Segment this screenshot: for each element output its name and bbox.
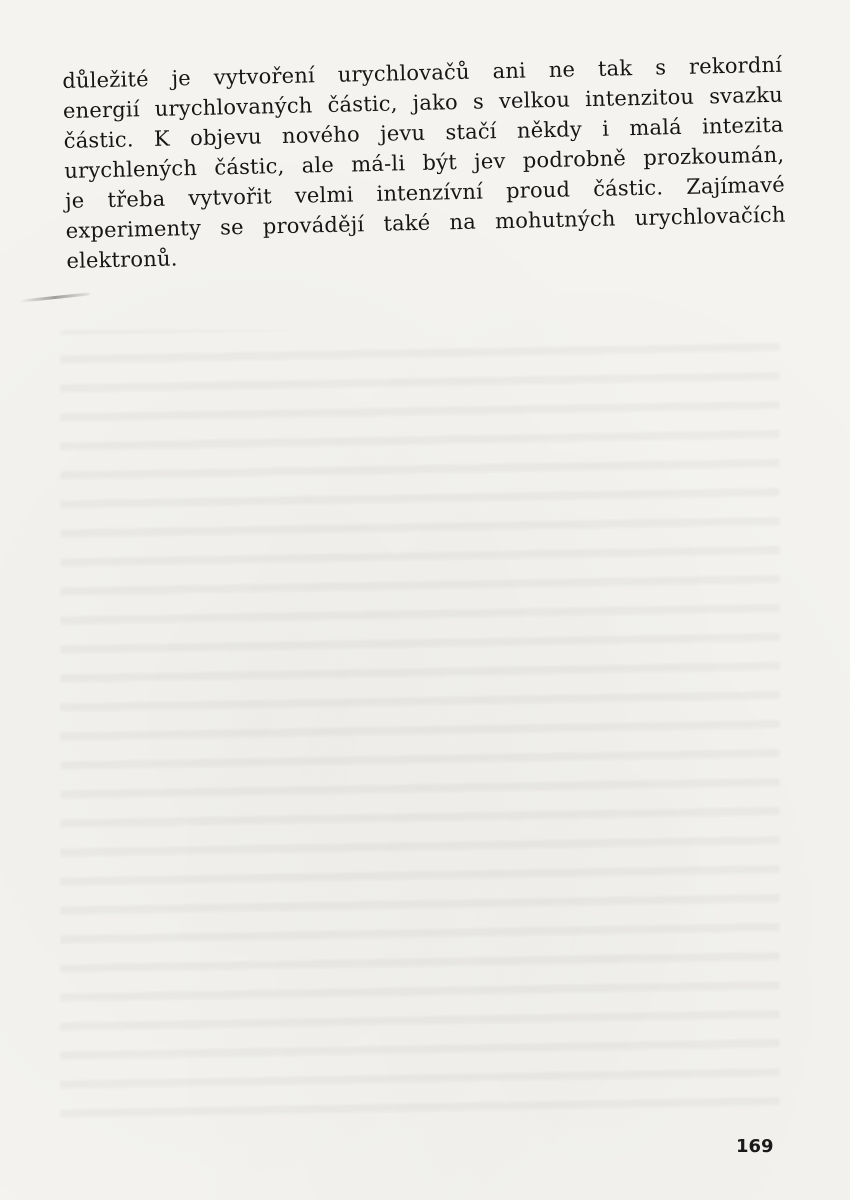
text-line: je třeba vytvořit velmi intenzívní proud částic. Zajímavé: [64, 172, 786, 213]
text-line: urychlených částic, ale má-li být jev podrobně prozkoumán,: [64, 142, 785, 183]
text-line: částic. K objevu nového jevu stačí někdy i malá intezita: [63, 112, 784, 153]
body-paragraph: [62, 50, 787, 276]
show-through-text: [60, 330, 780, 1120]
text-line: důležité je vytvoření urychlovačů ani ne tak s rekordní: [62, 52, 783, 93]
ink-smudge: [20, 292, 90, 302]
text-line: experimenty se provádějí také na mohutných urychlovačích: [65, 202, 786, 243]
text-line: energií urychlovaných částic, jako s velkou intenzitou svazku: [62, 82, 784, 123]
page-number: 169: [736, 1136, 774, 1157]
text-line: elektronů.: [66, 246, 178, 273]
